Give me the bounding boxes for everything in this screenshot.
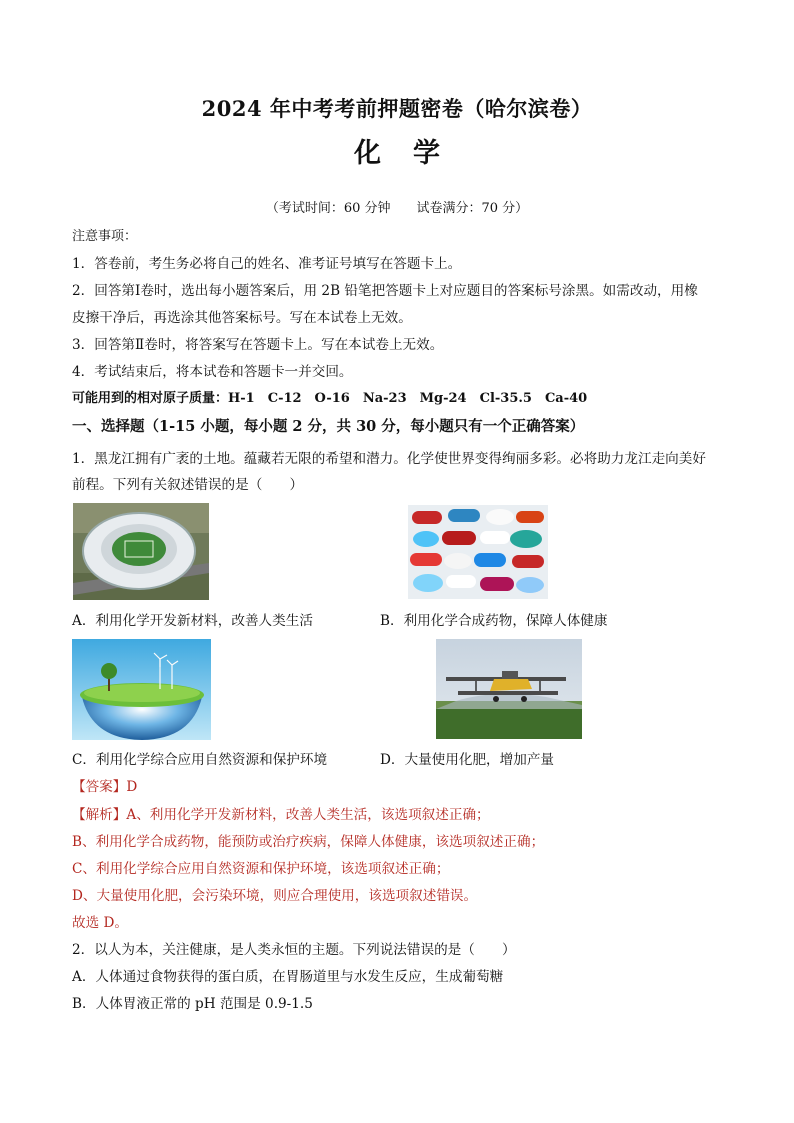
- earth-island-photo: [72, 639, 211, 740]
- stadium-photo: [73, 503, 209, 600]
- note-item: 4．考试结束后，将本试卷和答题卡一并交回。: [72, 364, 353, 380]
- analysis-line: D、大量使用化肥，会污染环境，则应合理使用，该选项叙述错误。: [72, 888, 478, 904]
- subject-char-1: 化: [354, 138, 381, 169]
- analysis-conclusion: 故选 D。: [72, 915, 129, 931]
- exam-title: 2024 年中考考前押题密卷（哈尔滨卷）: [201, 96, 593, 121]
- question-1-stem: 1．黑龙江拥有广袤的土地。蕴藏若无限的希望和潜力。化学使世界变得绚丽多彩。必将助力龙江走向美好: [72, 451, 706, 467]
- pills-photo: [408, 505, 548, 599]
- analysis-line: B、利用化学合成药物，能预防或治疗疾病，保障人体健康，该选项叙述正确；: [72, 834, 545, 850]
- subject-title: [0, 138, 794, 169]
- question-1-option-c: C．利用化学综合应用自然资源和保护环境: [72, 752, 328, 768]
- question-1-option-b: B．利用化学合成药物，保障人体健康: [380, 613, 608, 629]
- question-1-option-a: A．利用化学开发新材料，改善人类生活: [72, 613, 313, 629]
- question-1-stem-cont: 前程。下列有关叙述错误的是（ ）: [72, 477, 304, 493]
- crop-duster-photo: [436, 639, 582, 739]
- exam-info: （考试时间：60 分钟 试卷满分：70 分）: [265, 201, 529, 216]
- note-item: 2．回答第Ⅰ卷时，选出每小题答案后，用 2B 铅笔把答题卡上对应题目的答案标号涂黑。如需改动，用橡: [72, 283, 698, 299]
- question-2-option-a: A．人体通过食物获得的蛋白质，在胃肠道里与水发生反应，生成葡萄糖: [72, 969, 504, 985]
- section-heading: 一、选择题（1-15 小题，每小题 2 分，共 30 分，每小题只有一个正确答案）: [72, 418, 585, 435]
- note-item: 3．回答第Ⅱ卷时，将答案写在答题卡上。写在本试卷上无效。: [72, 337, 444, 353]
- subject-char-2: 学: [413, 138, 440, 169]
- analysis-line: C、利用化学综合应用自然资源和保护环境，该选项叙述正确；: [72, 861, 450, 877]
- note-item: 1．答卷前，考生务必将自己的姓名、准考证号填写在答题卡上。: [72, 256, 462, 272]
- question-2-option-b: B．人体胃液正常的 pH 范围是 0.9-1.5: [72, 996, 313, 1012]
- question-2-stem: 2．以人为本，关注健康，是人类永恒的主题。下列说法错误的是（ ）: [72, 942, 516, 958]
- notes-heading: 注意事项：: [72, 229, 138, 244]
- note-item: 皮擦干净后，再选涂其他答案标号。写在本试卷上无效。: [72, 310, 412, 326]
- answer-label: 【答案】D: [72, 779, 138, 795]
- question-1-option-d: D．大量使用化肥，增加产量: [380, 752, 555, 768]
- analysis-line: 【解析】A、利用化学开发新材料，改善人类生活，该选项叙述正确；: [72, 807, 490, 823]
- atomic-masses: 可能用到的相对原子质量：H-1 C-12 O-16 Na-23 Mg-24 Cl-35.5 Ca-40: [72, 391, 588, 406]
